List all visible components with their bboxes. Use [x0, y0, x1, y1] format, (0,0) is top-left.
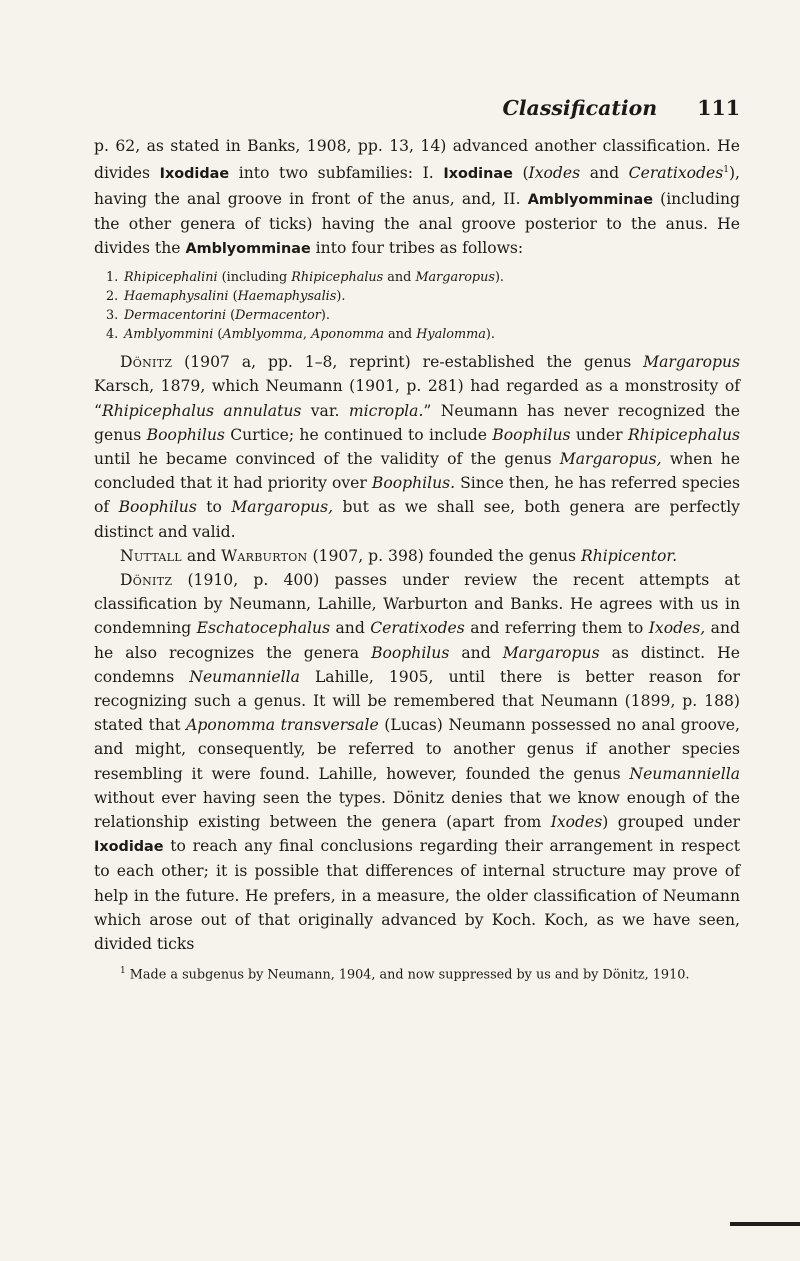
genus-name: Amblyomma [222, 327, 303, 343]
text-span: p. 62, as stated in Banks, 1908, pp. 13, 14) advanced another classification. He divides [94, 137, 740, 183]
list-number: 3. [106, 308, 119, 324]
text-span: and he also recognizes the genera [94, 619, 740, 662]
footnote-mark: 1 [120, 966, 126, 977]
genus-name: Ceratixodes [370, 619, 465, 638]
genus-name: Rhipicentor. [581, 546, 678, 565]
text-span: and [383, 270, 416, 286]
species-name: Aponomma transversale [186, 716, 379, 735]
text-span: var. [301, 401, 349, 420]
genus-name: Dermacentor [235, 308, 321, 324]
bold-term: Amblyomminae [527, 191, 653, 208]
running-title: Classification [502, 96, 658, 120]
text-span: ). [485, 327, 495, 343]
paragraph-3 [94, 544, 740, 568]
tribe-name: Dermacentorini [124, 308, 227, 324]
genus-name: Neumanniella [629, 764, 740, 783]
genus-name: Margaropus, [231, 498, 334, 517]
text-span: until he became convinced of the validity of the genus [94, 450, 560, 469]
list-item [106, 268, 740, 287]
genus-name: Ceratixodes [628, 164, 724, 183]
text-span: as distinct. He condemns [94, 643, 740, 686]
author-name: Nuttall [120, 546, 182, 565]
paragraph-1 [94, 134, 740, 261]
genus-name: Margaropus [643, 353, 740, 372]
text-span: ” Neumann has never recognized the genus [94, 401, 740, 444]
text-span: to [196, 498, 232, 517]
text-span: into two subfamilies: I. [229, 164, 444, 183]
text-span: , [302, 327, 311, 343]
genus-name: Boophilus [118, 498, 197, 517]
text-span: (1907 a, pp. 1–8, reprint) re-established the genus [172, 353, 644, 372]
genus-name: Rhipicephalus [291, 270, 384, 286]
tribe-name: Amblyommini [124, 327, 214, 343]
text-span: ). [336, 289, 346, 305]
genus-name: Eschatocephalus [196, 619, 331, 638]
genus-name: Aponomma [311, 327, 384, 343]
text-span: (1910, p. 400) passes under review the recent attempts at classification by Neumann, Lahille, Warburton and Banks. He agrees with us in condemning [94, 571, 740, 638]
text-span: ( [512, 164, 529, 183]
genus-name: Ixodes, [648, 619, 706, 638]
text-span: and [181, 546, 222, 565]
genus-name: Neumanniella [189, 667, 300, 686]
bold-term: Ixodidae [159, 166, 230, 183]
genus-name: Boophilus [371, 643, 450, 662]
paragraph-2 [94, 350, 740, 544]
genus-name: Margaropus, [559, 450, 662, 469]
page-number: 111 [697, 96, 740, 120]
text-span: Since then, he has referred species of [94, 474, 740, 517]
footnote [94, 962, 740, 984]
genus-name: Margaropus [502, 643, 600, 662]
species-name: Rhipicephalus annulatus [101, 401, 302, 420]
genus-name: Ixodes [528, 164, 581, 183]
text-span: ). [494, 270, 504, 286]
genus-name: Boophilus [492, 425, 571, 444]
author-name: Warburton [221, 546, 308, 565]
text-span: Lahille, 1905, until there is better reason for recognizing such a genus. It will be remembered that Neumann (1899, p. 188) stated that [94, 667, 740, 735]
text-span: Curtice; he continued to include [224, 425, 493, 444]
text-span: (1907, p. 398) founded the genus [307, 546, 581, 565]
genus-name: Boophilus [146, 425, 225, 444]
list-number: 1. [106, 270, 119, 286]
genus-name: Hyalomma [416, 327, 486, 343]
text-span: under [570, 425, 628, 444]
text-span: ), having the anal groove in front of the anus, and, II. [94, 164, 741, 208]
list-item [106, 287, 740, 306]
list-number: 4. [106, 327, 119, 343]
genus-name: Boophilus. [371, 474, 456, 493]
list-item [106, 306, 740, 325]
text-span: when he concluded that it had priority over [94, 450, 740, 493]
author-name: Dönitz [120, 353, 173, 372]
text-span: ). [320, 308, 330, 324]
text-span: without ever having seen the types. Dönitz denies that we know enough of the relationship existing between the genera (apart from [94, 788, 740, 832]
text-span: and [383, 327, 417, 343]
text-span: (Lucas) Neumann possessed no anal groove, and might, consequently, be referred to another genus if another species resembling it were found. Lahille, however, founded the genus [94, 716, 740, 783]
text-span: ( [228, 289, 238, 305]
tribe-name: Rhipicephalini [124, 270, 218, 286]
book-page [94, 96, 740, 985]
text-span: and [580, 164, 629, 183]
text-span: ( [213, 327, 223, 343]
tribe-list [94, 268, 740, 344]
text-span: ) grouped under [602, 813, 740, 832]
text-span: into four tribes as follows: [310, 239, 524, 257]
tribe-name: Haemaphysalini [124, 289, 229, 305]
text-span: and [449, 643, 503, 662]
text-span: (including the other genera of ticks) having the anal groove posterior to the anus. He divides the [94, 189, 740, 257]
text-span: to reach any final conclusions regarding their arrangement in respect to each other; it is possible that differences of internal structure may prove of help in the future. He prefers, in a measure, the older classification of Neumann which arose out of that originally advanced by Koch. Koch, as we have seen, divided ticks [94, 837, 740, 954]
footnote-ref: 1 [723, 165, 729, 176]
genus-name: Haemaphysalis [237, 289, 337, 305]
bold-term: Ixodidae [94, 839, 164, 856]
list-number: 2. [106, 289, 119, 305]
bold-term: Ixodinae [443, 166, 513, 183]
variety-name: micropla. [348, 401, 424, 420]
genus-name: Rhipicephalus [627, 425, 740, 444]
paragraph-4 [94, 568, 740, 956]
genus-name: Ixodes [550, 813, 603, 832]
genus-name: Margaropus [415, 270, 495, 286]
text-span: (including [217, 270, 292, 286]
text-span: and referring them to [464, 619, 649, 638]
text-span: and [330, 619, 371, 638]
text-span: Karsch, 1879, which Neumann (1901, p. 281) had regarded as a monstrosity of “ [94, 377, 740, 420]
author-name: Dönitz [120, 571, 173, 590]
running-header [94, 96, 740, 122]
text-span: but as we shall see, both genera are perfectly distinct and valid. [94, 498, 740, 541]
bold-term: Amblyomminae [185, 241, 311, 257]
text-span: ( [226, 308, 236, 324]
list-item [106, 325, 740, 344]
page-edge-rule [730, 1222, 800, 1226]
footnote-text: Made a subgenus by Neumann, 1904, and now suppressed by us and by Dönitz, 1910. [125, 967, 690, 983]
